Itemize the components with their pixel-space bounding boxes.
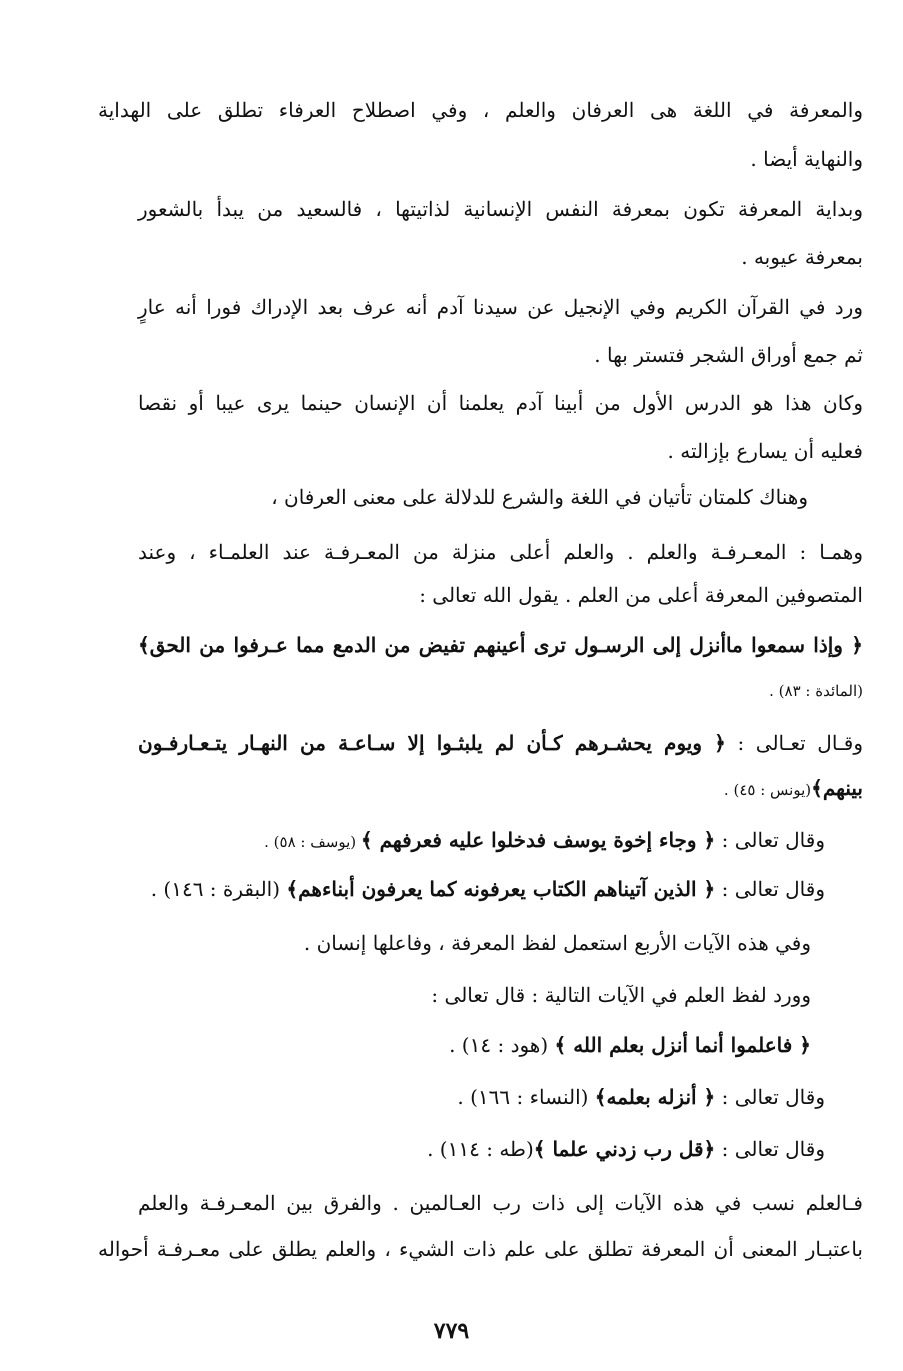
verse-line <box>138 728 863 758</box>
text-line: باعتبـار المعنى أن المعرفة تطلق على علم ذات الشيء ، والعلم يطلق على معـرفـة أحواله <box>98 1237 863 1261</box>
text-line: فعليه أن يسارع بإزالته . <box>667 439 863 463</box>
verse-reference: (البقرة : ١٤٦) . <box>150 877 287 901</box>
verse-text: ﴿ وإذا سمعوا ماأنزل إلى الرسـول ترى أعينهم تفيض من الدمع مما عـرفوا من الحق﴾ <box>138 633 863 657</box>
verse-text: ﴿ فاعلموا أنما أنزل بعلم الله ﴾ <box>554 1033 811 1057</box>
verse-reference: (النساء : ١٦٦) . <box>457 1085 595 1109</box>
verse-reference: (المائدة : ٨٣) . <box>769 682 863 700</box>
text-line: والنهاية أيضا . <box>750 147 863 171</box>
text-line: المتصوفين المعرفة أعلى من العلم . يقول الله تعالى : <box>419 583 863 607</box>
verse-reference: (يوسف : ٥٨) . <box>264 833 361 851</box>
verse-line <box>457 1082 825 1112</box>
verse-line <box>151 874 825 904</box>
verse-text: ﴿ ويوم يحشـرهم كـأن لم يلبثـوا إلا سـاعـة من النهـار يتـعـارفـون <box>138 731 726 755</box>
verse-intro: وقـال تعـالى : <box>725 731 864 755</box>
verse-intro: وقال تعالى : <box>715 1085 825 1109</box>
text-line: فـالعلم نسب في هذه الآيات إلى ذات رب العـالمين . والفرق بين المعـرفـة والعلم <box>138 1191 863 1215</box>
verse-line <box>427 1134 825 1164</box>
text-line: وفي هذه الآيات الأربع استعمل لفظ المعرفة ، وفاعلها إنسان . <box>303 931 811 955</box>
text-line: وهمـا : المعـرفـة والعلم . والعلم أعلى منزلة من المعـرفـة عند العلمـاء ، وعند <box>138 540 863 564</box>
text-line: بمعرفة عيوبه . <box>741 245 863 269</box>
verse-reference: (طه : ١١٤) . <box>427 1137 534 1161</box>
verse-intro: وقال تعالى : <box>715 828 825 852</box>
verse-text: ﴿قل رب زدني علما ﴾ <box>533 1137 716 1161</box>
verse-line <box>449 1030 811 1060</box>
verse-reference: (هود : ١٤) . <box>449 1033 555 1057</box>
text-line: وورد لفظ العلم في الآيات التالية : قال تعالى : <box>431 983 811 1007</box>
verse-text: ﴿ وجاء إخوة يوسف فدخلوا عليه فعرفهم ﴾ <box>360 828 716 852</box>
page-number: ٧٧٩ <box>433 1318 470 1344</box>
verse-text: ﴿ الذين آتيناهم الكتاب يعرفونه كما يعرفون أبناءهم﴾ <box>286 877 716 901</box>
text-line: وكان هذا هو الدرس الأول من أبينا آدم يعلمنا أن الإنسان حينما يرى عيبا أو نقصا <box>138 391 863 415</box>
verse-text: ﴿ أنزله بعلمه﴾ <box>594 1085 716 1109</box>
text-line: ورد في القرآن الكريم وفي الإنجيل عن سيدنا آدم أنه عرف بعد الإدراك فورا أنه عارٍ <box>138 295 863 319</box>
text-line: والمعرفة في اللغة هى العرفان والعلم ، وفي اصطلاح العرفاء تطلق على الهداية <box>98 98 863 122</box>
text-line: ثم جمع أوراق الشجر فتستر بها . <box>594 343 863 367</box>
verse-intro: وقال تعالى : <box>715 1137 825 1161</box>
verse-line <box>264 825 825 857</box>
verse-intro: وقال تعالى : <box>715 877 825 901</box>
text-line: وبداية المعرفة تكون بمعرفة النفس الإنسانية لذاتيتها ، فالسعيد من يبدأ بالشعور <box>138 197 863 221</box>
verse-reference: (يونس : ٤٥) . <box>723 781 812 799</box>
verse-line <box>724 773 863 805</box>
text-line: وهناك كلمتان تأتيان في اللغة والشرع للدلالة على معنى العرفان ، <box>271 485 808 509</box>
verse-text: بينهم﴾ <box>811 776 863 800</box>
